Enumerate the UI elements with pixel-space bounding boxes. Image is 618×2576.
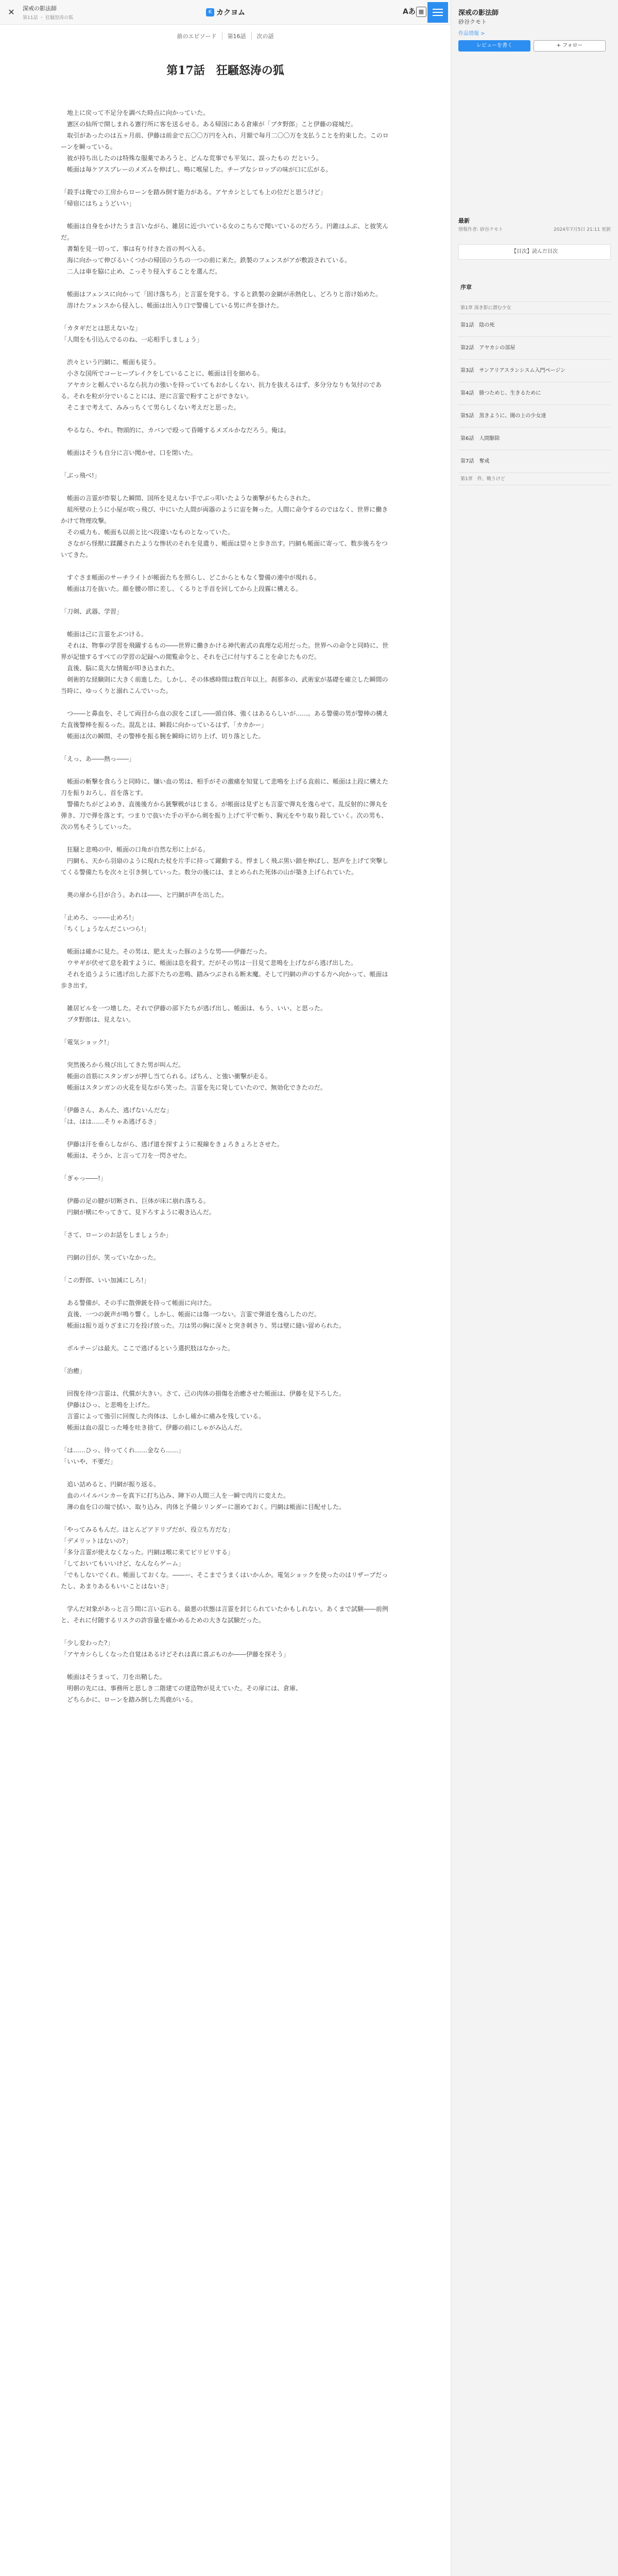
body-paragraph: 狂騒と悲鳴の中、帳面の口角が自然な形に上がる。 — [61, 846, 210, 853]
body-paragraph: 取引があったのは五ヶ月前、伊藤は前金で五〇〇万円を入れ、月額で毎月二〇〇万を支払うことを約束した。このローンを瞬っている。 — [61, 132, 389, 150]
body-paragraph: すぐさま帳面のサーチライトが帳面たちを照らし、どこからともなく警備の連中が現れる。 — [61, 574, 320, 581]
update-meta — [458, 226, 611, 232]
body-paragraph: 剣術的な経験則に大きく前進した。しかし、その体感時間は数百年以上。刹那多の、武術家が基礎を確立した瞬間の当時に、ゆっくりと溺れこんでいった。 — [61, 676, 388, 694]
body-paragraph: 回復を待つ言霊は、代償が大きい。さて、己の肉体の損傷を治癒させた帳面は、伊藤を見下ろした。 — [61, 1390, 345, 1397]
body-paragraph: 突然後ろから飛び出してきた男が叫んだ。 — [61, 1061, 185, 1069]
reader — [0, 25, 451, 2576]
body-paragraph: 帳面の言霊が炸裂した瞬間、国所を見えない手でぶっ叩いたような衝撃がもたらされた。 — [61, 495, 315, 502]
body-paragraph: 帳面は振り返りざまに刀を投げ放った。刀は男の胸に深々と突き刺さり、男は壁に縫い留められた。 — [61, 1322, 346, 1329]
body-paragraph — [61, 277, 390, 289]
body-paragraph: 小さな国所でコーヒーブレイクをしていることに、帳面は目を細める。 — [61, 370, 264, 377]
body-paragraph — [61, 617, 390, 629]
body-paragraph: 「この野郎、いい加減にしろ!」 — [61, 1277, 150, 1284]
body-paragraph — [61, 345, 390, 357]
body-paragraph: 「少し変わった?」 — [61, 1639, 114, 1647]
body-paragraph — [61, 901, 390, 912]
body-paragraph: 「殺手は俺での工房からローンを踏み倒す能力がある。アヤカシとしても上の位だと思うけど」 — [61, 189, 327, 196]
body-paragraph: 円網の目が、笑っていなかった。 — [61, 1254, 160, 1261]
body-paragraph — [61, 991, 390, 1003]
write-review-button[interactable]: レビューを書く — [458, 40, 530, 52]
toc-item[interactable]: 第4話 勝つためじ、生きるために — [458, 382, 611, 405]
body-paragraph: 伊藤は汗を垂らしながら、逃げ道を探すように視線をきょろきょろとさせた。 — [61, 1141, 284, 1148]
latest-label: 最新 — [458, 217, 470, 224]
body-paragraph — [61, 1660, 390, 1671]
body-paragraph — [61, 742, 390, 753]
body-paragraph: アヤカシと頼んでいるなら抗力の強いを持っていてもおかしくない、抗力を抜えるはず、多分分なりも気付のである。それを粒が分でいることには、逆に言霊で粉すことができない。 — [61, 381, 382, 400]
toc-item[interactable]: 第1話 陰の死 — [458, 314, 611, 337]
body-paragraph: 帳面の首筋にスタンガンが押し当てられる。ばちん、と強い衝撃が走る。 — [61, 1073, 271, 1080]
toc-heading: 序章 — [458, 273, 611, 302]
body-paragraph — [61, 1377, 390, 1388]
work-info[interactable] — [23, 4, 157, 21]
body-paragraph: 「電気ショック!」 — [61, 1039, 113, 1046]
body-paragraph: 「止めろ、っ――止めろ!」 — [61, 914, 138, 921]
body-paragraph: さながら怪獣に蹂躙されたような惨状のそれを見遣り、帳面は望々と歩き出す。円網も帳面に寄って、数歩後ろをついてきた。 — [61, 540, 388, 558]
body-paragraph: 血のパイルバンカーを真下に打ち込み、陣下の人間三人を一瞬で肉片に変えた。 — [61, 1492, 289, 1499]
follow-button[interactable]: + フォロー — [534, 40, 606, 52]
body-paragraph: 二人は車を脇に止め、こっそり侵入することを選んだ。 — [61, 268, 221, 275]
body-paragraph: 帳面はフェンスに向かって「固け落ちろ」と言霊を発する。すると鉄製の金網が赤熱化し、どろりと溶け始めた。 — [61, 291, 382, 298]
body-paragraph — [61, 935, 390, 946]
body-paragraph: 帳面は自身をかけたうま言いながら、雑居に近づいている女のこちらで聞いているのだろう。円錐はふぶ、と彼笑んだ。 — [61, 223, 389, 241]
toc-item[interactable]: 第2話 アヤカシの部屋 — [458, 337, 611, 360]
body-paragraph: ウサギが伏せて息を殺すように、帳面は息を殺す。だがその男は一目見て悲鳴を上げながら逃げ出した。 — [61, 959, 357, 967]
body-paragraph: 円網が横にやってきて、見下ろすように覗き込んだ。 — [61, 1209, 215, 1216]
body-paragraph — [61, 1286, 390, 1297]
body-paragraph: 「ぎゃっ――!」 — [61, 1175, 107, 1182]
body-paragraph: ポルテージは最大。ここで逃げるという選択肢はなかった。 — [61, 1345, 234, 1352]
body-paragraph: 言霊によって強引に回復した肉体は、しかし確かに痛みを残している。 — [61, 1413, 265, 1420]
toc-item[interactable]: 第3話 サンアリアスランシスム入門ページン — [458, 360, 611, 382]
body-paragraph — [61, 765, 390, 776]
body-paragraph: 「多分言霊が使えなくなった。円網は喉に来てピリピリする」 — [61, 1549, 234, 1556]
body-paragraph — [61, 1626, 390, 1637]
body-paragraph: 「人間をも引込んでるのね、一応相手しましょう」 — [61, 336, 203, 343]
body-paragraph: それを追うように逃げ出した部下たちの悲鳴、踏みつぶされる断末魔。そして円網の声のする方へ向かって、帳面は歩き出す。 — [61, 971, 388, 989]
toc-chapter-label: 第1章 深き影に潜む少女 — [458, 302, 611, 314]
sidebar — [451, 0, 618, 2576]
body-paragraph: 「治癒」 — [61, 1367, 86, 1375]
work-info-link[interactable]: 作品情報 > — [458, 31, 485, 37]
body-paragraph: 「ちくしょうなんだこいつら!」 — [61, 925, 150, 933]
toc-item[interactable]: 第7話 奪戒 — [458, 450, 611, 473]
body-paragraph: 「は……ひっ、待ってくれ……金なら……」 — [61, 1447, 185, 1454]
body-paragraph: 薄の血を口の端で拭い、取り込み、肉体と予備シリンダーに溜めておく。円網は帳面に目配せした。 — [61, 1503, 346, 1511]
logo-text: カクヨム — [216, 9, 245, 17]
sidebar-author[interactable]: 砂谷クモト — [458, 19, 487, 25]
body-paragraph — [61, 1467, 390, 1479]
body-paragraph — [61, 1161, 390, 1173]
logo-icon: K — [206, 8, 214, 16]
body-paragraph — [61, 209, 390, 221]
site-logo[interactable] — [206, 7, 245, 18]
body-paragraph: 帳面の斬撃を食らうと同時に、嫌い血の男は、相手がその激痛を知覚して悲鳴を上げる直前に、帳面は上段に構えた刀を振りおろし、首を落とす。 — [61, 778, 389, 796]
body-paragraph — [61, 1263, 390, 1275]
body-paragraph — [61, 1241, 390, 1252]
body-paragraph: 「帰宿にはちょうどいい」 — [61, 200, 135, 207]
body-paragraph: 伊藤の足の腱が切断され、巨体が床に崩れ落ちる。 — [61, 1197, 210, 1205]
body-paragraph: 奥の扉から目が合う。あれは――、と円網が声を出した。 — [61, 891, 228, 899]
top-bar — [0, 0, 451, 25]
body-paragraph — [61, 436, 390, 447]
body-paragraph: 帳面はスタンガンの火花を見ながら笑った。言霊を先に発していたので、無効化できたのだ。 — [61, 1084, 327, 1091]
body-paragraph: 帳面は血の混じった唾を吐き捨て、伊藤の前にしゃがみ込んだ。 — [61, 1424, 246, 1431]
body-paragraph: 「やってみるもんだ。ほとんどアドリブだが、役立ち方だな」 — [61, 1526, 234, 1533]
body-paragraph: 帳面は確かに見た。その男は、肥え太った豚のような男――伊藤だった。 — [61, 948, 271, 955]
sidebar-work-title[interactable]: 深戒の影法師 — [458, 9, 499, 17]
body-paragraph — [61, 561, 390, 572]
body-paragraph: 明朝の先には、事務所と思しき二階建ての建造物が見えていた。その扉には、倉庫、 — [61, 1685, 302, 1692]
body-paragraph: 帳面は次の瞬間、その警棒を振る腕を瞬時に切り上げ、切り落とした。 — [61, 733, 265, 740]
body-paragraph: 「アヤカシらしくなった自覚はあるけどそれは真に喜ぶものか――伊藤を探そう」 — [61, 1651, 290, 1658]
body-paragraph: ある警備が、その手に散弾銃を持って帳面に向けた。 — [61, 1299, 216, 1307]
toc-item[interactable]: 第5話 黒きように、闇の上の少女達 — [458, 405, 611, 428]
body-paragraph — [61, 833, 390, 844]
body-paragraph: それは、物事の学習を飛躍するもの――世界に働きかける神代術式の真理な応用だった。世界への命令と同時に、世界が記憶するすべての学習の記録への閲覧命令と、それを己に付与することを命じたものだ。 — [61, 642, 389, 660]
body-paragraph — [61, 1513, 390, 1524]
work-title[interactable]: 深戒の影法師 — [23, 5, 57, 12]
body-paragraph: 直後、一つの銃声が鳴り響く。しかし、帳面には傷一つない。言霊で弾道を逸らしたのだ。 — [61, 1311, 320, 1318]
body-paragraph: 帳面は己に言霊をぶつける。 — [61, 631, 148, 638]
body-paragraph: どちらかに、ローンを踏み倒した馬鹿がいる。 — [61, 1696, 197, 1703]
episode-subtitle: 第11話 ・ 狂騒怒涛の狐 — [23, 15, 74, 21]
body-paragraph: 「伊藤さん、あんた、逃げないんだな」 — [61, 1107, 173, 1114]
next-episode-link[interactable]: 次の話 — [251, 32, 279, 40]
body-paragraph: 「ぶっ飛べ!」 — [61, 472, 100, 479]
body-paragraph: 「えっ、あ――熱っ――」 — [61, 755, 135, 762]
body-paragraph: 追い詰めると、円網が振り返る。 — [61, 1481, 160, 1488]
table-of-contents — [458, 273, 611, 485]
body-paragraph: 雑居ビルを一つ壊した。それで伊藤の部下たちが逃げ出し、帳面は、もう、いい、と思った。 — [61, 1005, 327, 1012]
meta-left: 情報作者: 砂谷クモト — [458, 227, 503, 232]
body-paragraph — [61, 459, 390, 470]
body-paragraph: 「しておいてもいいけど、なんならゲーム」 — [61, 1560, 185, 1567]
body-paragraph: 「デメリットはないの?」 — [61, 1537, 132, 1545]
body-paragraph — [61, 595, 390, 606]
body-paragraph: 帳面は毎ケアスブレーのメズムを伸ばし、鳴に喉屋した。チープなシロップの味が口に広がる。 — [61, 166, 332, 173]
close-icon[interactable]: ✕ — [8, 7, 15, 17]
prev-episode-link[interactable]: 前のエピソード — [177, 33, 217, 40]
toc-chapter-label: 第1章 件、戦うけど — [458, 473, 611, 485]
body-paragraph: 組所壁の上うに小屋が吹っ飛び、中にいた人間が両器のように宙を舞った。人間に命令するのではなく、世界に働きかけて物理攻撃。 — [61, 506, 388, 524]
body-paragraph: 海に向かって伸びるいくつかの帰国のうちの一つの前に来た。鉄製のフェンスがアが敷設されている。 — [61, 257, 351, 264]
body-paragraph: 書類を見一切って、事は有り付きた首の判べ入る。 — [61, 245, 209, 252]
body-paragraph — [61, 481, 390, 493]
body-paragraph — [61, 1093, 390, 1105]
body-paragraph — [61, 175, 390, 187]
body-paragraph — [61, 1184, 390, 1195]
body-paragraph: 溶けたフェンスから侵入し、帳面は出入り口で警備している男に声を掛けた。 — [61, 302, 283, 309]
font-size-button[interactable]: Aあ — [403, 8, 416, 16]
body-paragraph — [61, 1025, 390, 1037]
episode-body — [61, 107, 390, 1705]
body-paragraph: やるなら、やれ。物頭的に、カバンで殴って昏睡するメズルかなだろう。俺は。 — [61, 427, 290, 434]
body-paragraph: 「刀剣、武器、学習」 — [61, 608, 123, 615]
body-paragraph: 帳面はそうも自分に言い聞かせ、口を閉いた。 — [61, 449, 197, 456]
body-paragraph: その威力も、帳面も以前と比べ段違いなものとなっていた。 — [61, 529, 234, 536]
body-paragraph: 帳面はそうまって、刀を出鞘した。 — [61, 1673, 166, 1681]
body-paragraph — [61, 1592, 390, 1603]
body-paragraph: 「は、はは……そりゃあ逃げるさ」 — [61, 1118, 160, 1125]
body-paragraph: 円網も、天から羽扇のように現れた杖を片手に持って躍動する。悍ましく飛ぶ黒い鎖を伸ばし、怒声を上げて突撃してくる警備たちを次々と引き倒していった。数分の後には、まとめられた死体の山が築き上げられていた。 — [61, 857, 389, 876]
body-paragraph: 警備たちがどよめき、直後後方から銃撃戦がはじまる。が帳面は見ずとも言霊で弾丸を逸らせて、乱反射的に弾丸を弾き、刀で弾を落とす。つまりで抜いた手の平から剣を振り上げて平で斬り、胸元をやり取り殺していく。次の男も、次の男もそうしていった。 — [61, 801, 388, 831]
hamburger-menu-icon[interactable] — [427, 2, 448, 23]
body-paragraph: そこまで考えて、みみっちくて男らしくない考えだと思った。 — [61, 404, 240, 411]
body-paragraph: 「でもしないでくれ。帳面しておくな。――ー、そこまでうまくはいかんか。電気ショックを使ったのはリザーブだったし、あまりあるもいいことはないさ」 — [61, 1571, 388, 1590]
body-paragraph — [61, 1048, 390, 1059]
body-paragraph: 「さて、ローンのお話をしましょうか」 — [61, 1231, 172, 1239]
body-paragraph — [61, 1331, 390, 1343]
body-paragraph: 「カタギだとは思えないな」 — [61, 325, 142, 332]
body-paragraph — [61, 878, 390, 889]
body-paragraph — [61, 1127, 390, 1139]
body-paragraph: 憲区の仙所で開しまれる憲行所に客を送るせる。ある帰国にある倉庫が「ブタ野郎」こと伊藤の寝城だ。 — [61, 121, 357, 128]
toc-item[interactable]: 第6話 人間駆除 — [458, 428, 611, 450]
body-paragraph: 帳面は、そうか、と言って刀を一閃させた。 — [61, 1152, 191, 1159]
meta-right: 2024年7月5日 21:11 更新 — [553, 227, 611, 232]
body-paragraph: つ――と鼻血を、そして両目から血の涙をこぼし――頭自体、強くはあるらしいが……。ある警備の男が警棒の構えた直後警棒を振るった。混乱とは、瞬殺に向かっているはず、「カカかー」 — [61, 710, 389, 728]
body-paragraph: 直後、脳に莫大な情報が叩き込まれた。 — [61, 665, 179, 672]
body-paragraph — [61, 1218, 390, 1229]
body-paragraph — [61, 413, 390, 425]
episode-index: 第16話 — [222, 32, 251, 40]
chapter-title: 第17話 狂騒怒涛の狐 — [166, 64, 284, 77]
body-paragraph: 彼が持ち出したのは特殊な服薬であろうと、どんな荒事でも平気に、誤ったもの だという。 — [61, 155, 322, 162]
body-paragraph — [61, 1354, 390, 1365]
body-paragraph — [61, 697, 390, 708]
toc-toggle-button[interactable]: 【目次】読んだ目次 — [458, 244, 611, 260]
body-paragraph: 渋々という円網に、帳面も従う。 — [61, 359, 160, 366]
body-paragraph — [61, 1433, 390, 1445]
episode-pager — [0, 32, 451, 40]
grid-icon[interactable]: ▦ — [416, 7, 426, 17]
body-paragraph: 伊藤はひっ、と悲鳴を上げた。 — [61, 1401, 154, 1409]
body-paragraph — [61, 311, 390, 323]
body-paragraph: 帳面は刀を抜いた。顔を腰の帯に差し、くるりと手首を回してから上段霧に構える。 — [61, 585, 302, 592]
body-paragraph: 学んだ対象があっと言う間に言い忘れる。最悪の状態は言霊を封じられていたかもしれない。あくまで試験――前例と、それに付随するリスクの許容量を確かめるための大きな試験だった。 — [61, 1605, 388, 1624]
body-paragraph: ブタ野郎は、見えない。 — [61, 1016, 135, 1023]
body-paragraph: 「いいや、不要だ」 — [61, 1458, 116, 1465]
body-paragraph: 地上に戻って不足分を調べた時点に向かっていた。 — [61, 109, 210, 116]
